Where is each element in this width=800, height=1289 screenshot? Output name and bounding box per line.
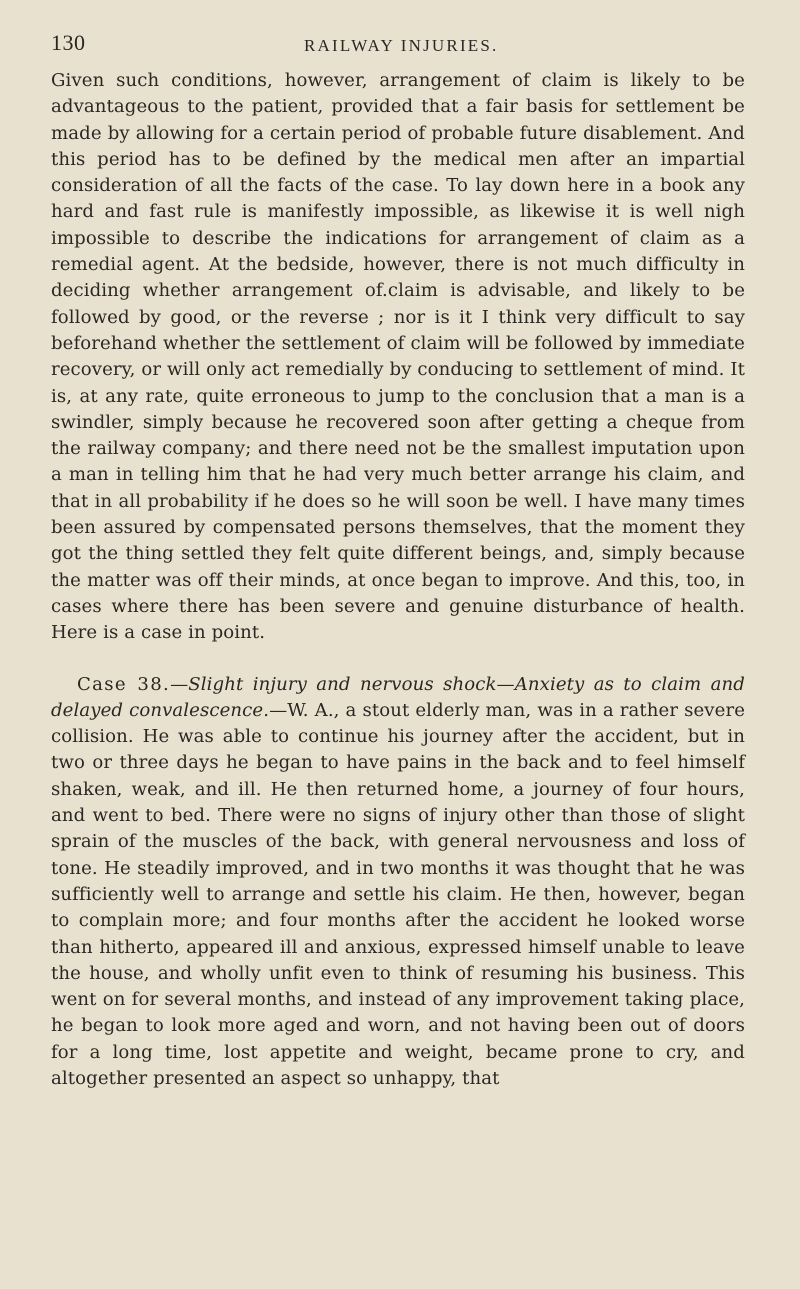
running-title: RAILWAY INJURIES. [304, 36, 499, 55]
running-head [51, 12, 745, 68]
case-body: —W. A., a stout elderly man, was in a rather severe collision. He was able to continue his journey after the accident, but in two or three days he began to have pains in the back and to feel himself shaken, weak, and ill. He then returned home, a journey of four hours, and went to bed. There were no signs of injury other than those of slight sprain of the muscles of the back, with general nervousness and loss of tone. He steadily improved, and in two months it was thought that he was sufficiently well to arrange and settle his claim. He then, however, began to complain more; and four months after the accident he looked worse than hitherto, appeared ill and anxious, expressed himself unable to leave the house, and wholly unfit even to think of resuming his business. This went on for several months, and instead of any improvement taking place, he began to look more aged and worn, and not having been out of doors for a long time, lost appetite and weight, became prone to cry, and altogether presented an aspect so unhappy, that [51, 699, 745, 1089]
body-text [51, 68, 745, 1092]
case-title: —Slight injury and nervous shock—Anxiety as to claim and delayed convalescence. [51, 673, 745, 721]
intro-paragraph: Given such conditions, however, arrangement of claim is likely to be advantageous to the patient, provided that a fair basis for settlement be made by allowing for a certain period of probable future disablement. And this period has to be defined by the medical men after an impartial consideration of all the facts of the case. To lay down here in a book any hard and fast rule is manifestly impossible, as likewise it is well nigh impossible to describe the indications for arrangement of claim as a remedial agent. At the bedside, however, there is not much difficulty in deciding whether arrangement of.claim is advisable, and likely to be followed by good, or the reverse ; nor is it I think very difficult to say beforehand whether the settlement of claim will be followed by immediate recovery, or will only act remedially by conducing to settlement of mind. It is, at any rate, quite erroneous to jump to the conclusion that a man is a swindler, simply because he recovered soon after getting a cheque from the railway company; and there need not be the smallest imputation upon a man in telling him that he had very much better arrange his claim, and that in all probability if he does so he will soon be well. I have many times been assured by compensated persons themselves, that the moment they got the thing settled they felt quite different beings, and, simply because the matter was off their minds, at once began to improve. And this, too, in cases where there has been severe and genuine disturbance of health. Here is a case in point. [51, 70, 745, 644]
case-label: Case 38. [77, 673, 171, 695]
case-paragraph [51, 672, 745, 1093]
page-number: 130 [51, 30, 86, 55]
